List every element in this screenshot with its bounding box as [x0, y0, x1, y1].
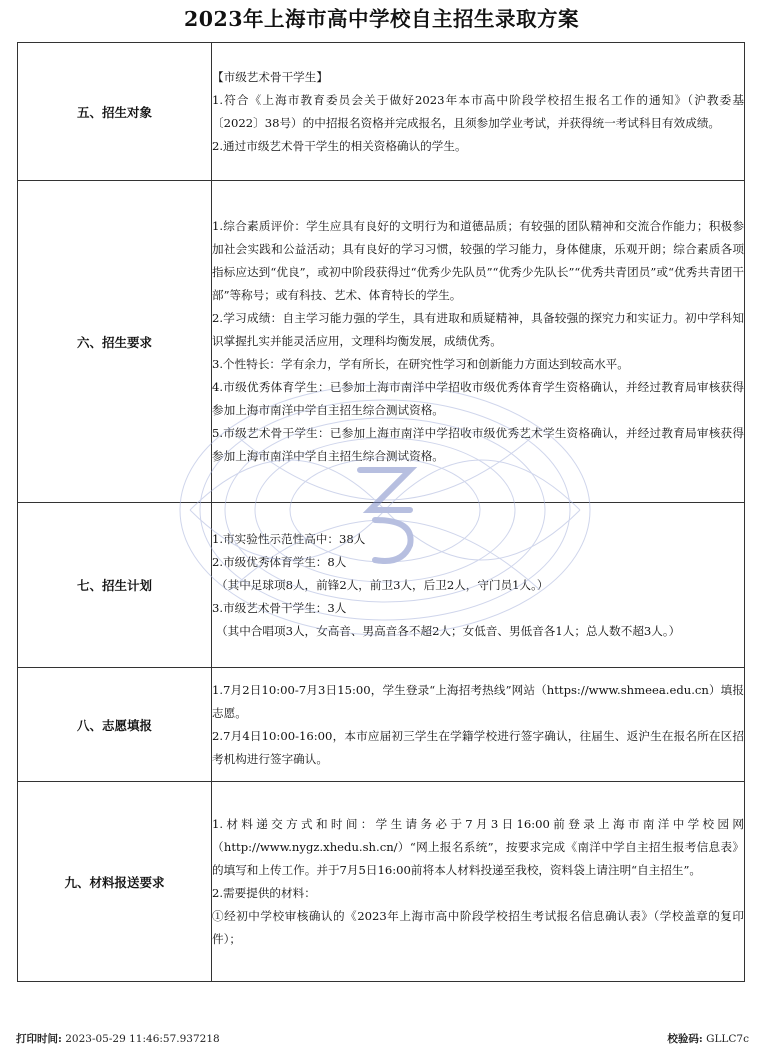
- row-content: [212, 503, 745, 668]
- content-paragraph: 5.市级艺术骨干学生：已参加上海市南洋中学招收市级优秀艺术学生资格确认，并经过教育局审核获得参加上海市南洋中学自主招生综合测试资格。: [212, 426, 744, 463]
- print-time-label: 打印时间:: [16, 1033, 62, 1045]
- content-paragraph: 1.材料递交方式和时间：学生请务必于7月3日16:00前登录上海市南洋中学校园网（http://www.nygz.xhedu.sh.cn/）“网上报名系统”，按要求完成《南洋中学自主招生报考信息表》的填写和上传工作。并于7月5日16:00前将本人材料投递至我校，资料袋上请注明“自主招生”。: [212, 816, 744, 877]
- row-label: 九、材料报送要求: [18, 782, 212, 982]
- content-paragraph: 2.7月4日10:00-16:00，本市应届初三学生在学籍学校进行签字确认，往届生、返沪生在报名所在区招考机构进行签字确认。: [212, 728, 744, 766]
- admission-plan-table: [17, 42, 745, 982]
- row-label: 七、招生计划: [18, 503, 212, 668]
- content-paragraph: 1.符合《上海市教育委员会关于做好2023年本市高中阶段学校招生报名工作的通知》（沪教委基〔2022〕38号）的中招报名资格并完成报名，且须参加学业考试，并获得统一考试科目有效成绩。: [212, 92, 744, 130]
- content-paragraph: ①经初中学校审核确认的《2023年上海市高中阶段学校招生考试报名信息确认表》（学校盖章的复印件）；: [212, 908, 744, 946]
- content-paragraph: 3.市级艺术骨干学生：3人: [212, 600, 347, 615]
- row-label: 八、志愿填报: [18, 668, 212, 782]
- row-label: 五、招生对象: [18, 43, 212, 181]
- table-row: [18, 181, 745, 503]
- page-title: 2023年上海市高中学校自主招生录取方案: [183, 7, 580, 31]
- verification-code: [667, 1031, 749, 1046]
- row-label: 六、招生要求: [18, 181, 212, 503]
- content-paragraph: 1.综合素质评价：学生应具有良好的文明行为和道德品质；有较强的团队精神和交流合作能力；积极参加社会实践和公益活动；具有良好的学习习惯，较强的学习能力，身体健康，乐观开朗；综合素质各项指标应达到“优良”，或初中阶段获得过“优秀少先队员”“优秀少先队长”“优秀共青团员”或“优秀共青团干部”等称号；或有科技、艺术、体育特长的学生。: [212, 219, 744, 302]
- content-paragraph: 1.7月2日10:00-7月3日15:00，学生登录“上海招考热线”网站（https://www.shmeea.edu.cn）填报志愿。: [212, 682, 744, 720]
- print-time-value: 2023-05-29 11:46:57.937218: [65, 1033, 220, 1045]
- row-content: [212, 181, 745, 503]
- print-time: [16, 1031, 220, 1046]
- content-paragraph: 3.个性特长：学有余力，学有所长，在研究性学习和创新能力方面达到较高水平。: [212, 357, 629, 371]
- content-paragraph: 2.需要提供的材料：: [212, 885, 316, 900]
- row-content: [212, 782, 745, 982]
- content-paragraph: （其中合唱项3人，女高音、男高音各不超2人；女低音、男低音各1人；总人数不超3人。）: [216, 623, 681, 638]
- content-paragraph: 1.市实验性示范性高中：38人: [212, 531, 366, 546]
- verification-code-label: 校验码:: [667, 1033, 703, 1045]
- table-row: [18, 503, 745, 668]
- row-content: [212, 43, 745, 181]
- content-paragraph: 【市级艺术骨干学生】: [212, 69, 328, 84]
- content-paragraph: 2.学习成绩：自主学习能力强的学生，具有进取和质疑精神，具备较强的探究力和实证力。初中学科知识掌握扎实并能灵活应用，文理科均衡发展，成绩优秀。: [212, 311, 744, 348]
- verification-code-value: GLLC7c: [706, 1033, 749, 1045]
- content-paragraph: 2.市级优秀体育学生：8人: [212, 554, 347, 569]
- content-paragraph: （其中足球项8人，前锋2人，前卫3人，后卫2人，守门员1人。）: [216, 577, 549, 592]
- content-paragraph: 4.市级优秀体育学生：已参加上海市南洋中学招收市级优秀体育学生资格确认，并经过教育局审核获得参加上海市南洋中学自主招生综合测试资格。: [212, 380, 744, 417]
- table-row: [18, 782, 745, 982]
- row-content: [212, 668, 745, 782]
- content-paragraph: 2.通过市级艺术骨干学生的相关资格确认的学生。: [212, 138, 467, 153]
- table-row: [18, 668, 745, 782]
- table-row: [18, 43, 745, 181]
